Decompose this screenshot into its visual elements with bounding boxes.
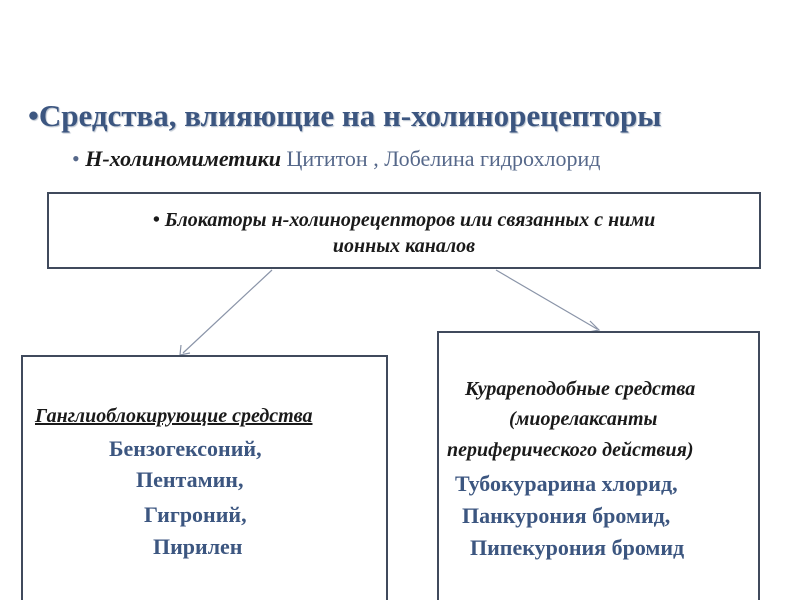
n-cholinomimetics-term: Н-холиномиметики <box>85 146 282 171</box>
slide-title: •Средства, влияющие на н-холинорецепторы <box>28 98 662 133</box>
curare-box <box>437 331 760 600</box>
arrowhead-left <box>180 345 190 355</box>
n-cholinomimetics-drugs: Цититон , Лобелина гидрохлорид <box>286 146 601 171</box>
bullet: • <box>152 209 160 231</box>
drug-item: Тубокурарина хлорид, <box>455 471 678 496</box>
drug-item: Бензогексоний, <box>109 436 262 461</box>
drug-item: Пирилен <box>153 534 243 559</box>
arrow-to-ganglioblockers <box>183 270 272 353</box>
drug-item: Пентамин, <box>136 467 244 492</box>
curare-heading-line: Курареподобные средства <box>465 378 696 400</box>
ganglioblockers-box <box>21 355 388 600</box>
drug-item: Панкурония бромид, <box>462 503 671 528</box>
curare-heading-line: (миорелаксанты <box>509 408 658 430</box>
arrow-to-curare <box>496 270 597 329</box>
curare-heading-line: периферического действия) <box>447 439 694 461</box>
ganglioblockers-heading: Ганглиоблокирующие средства <box>35 405 313 427</box>
blockers-line-2: ионных каналов <box>332 235 476 257</box>
blockers-text-1: Блокаторы н-холинорецепторов или связанных с ними <box>164 209 656 231</box>
drug-item: Гигроний, <box>144 502 247 527</box>
bullet: • <box>72 146 80 171</box>
drug-item: Пипекурония бромид <box>470 535 685 560</box>
